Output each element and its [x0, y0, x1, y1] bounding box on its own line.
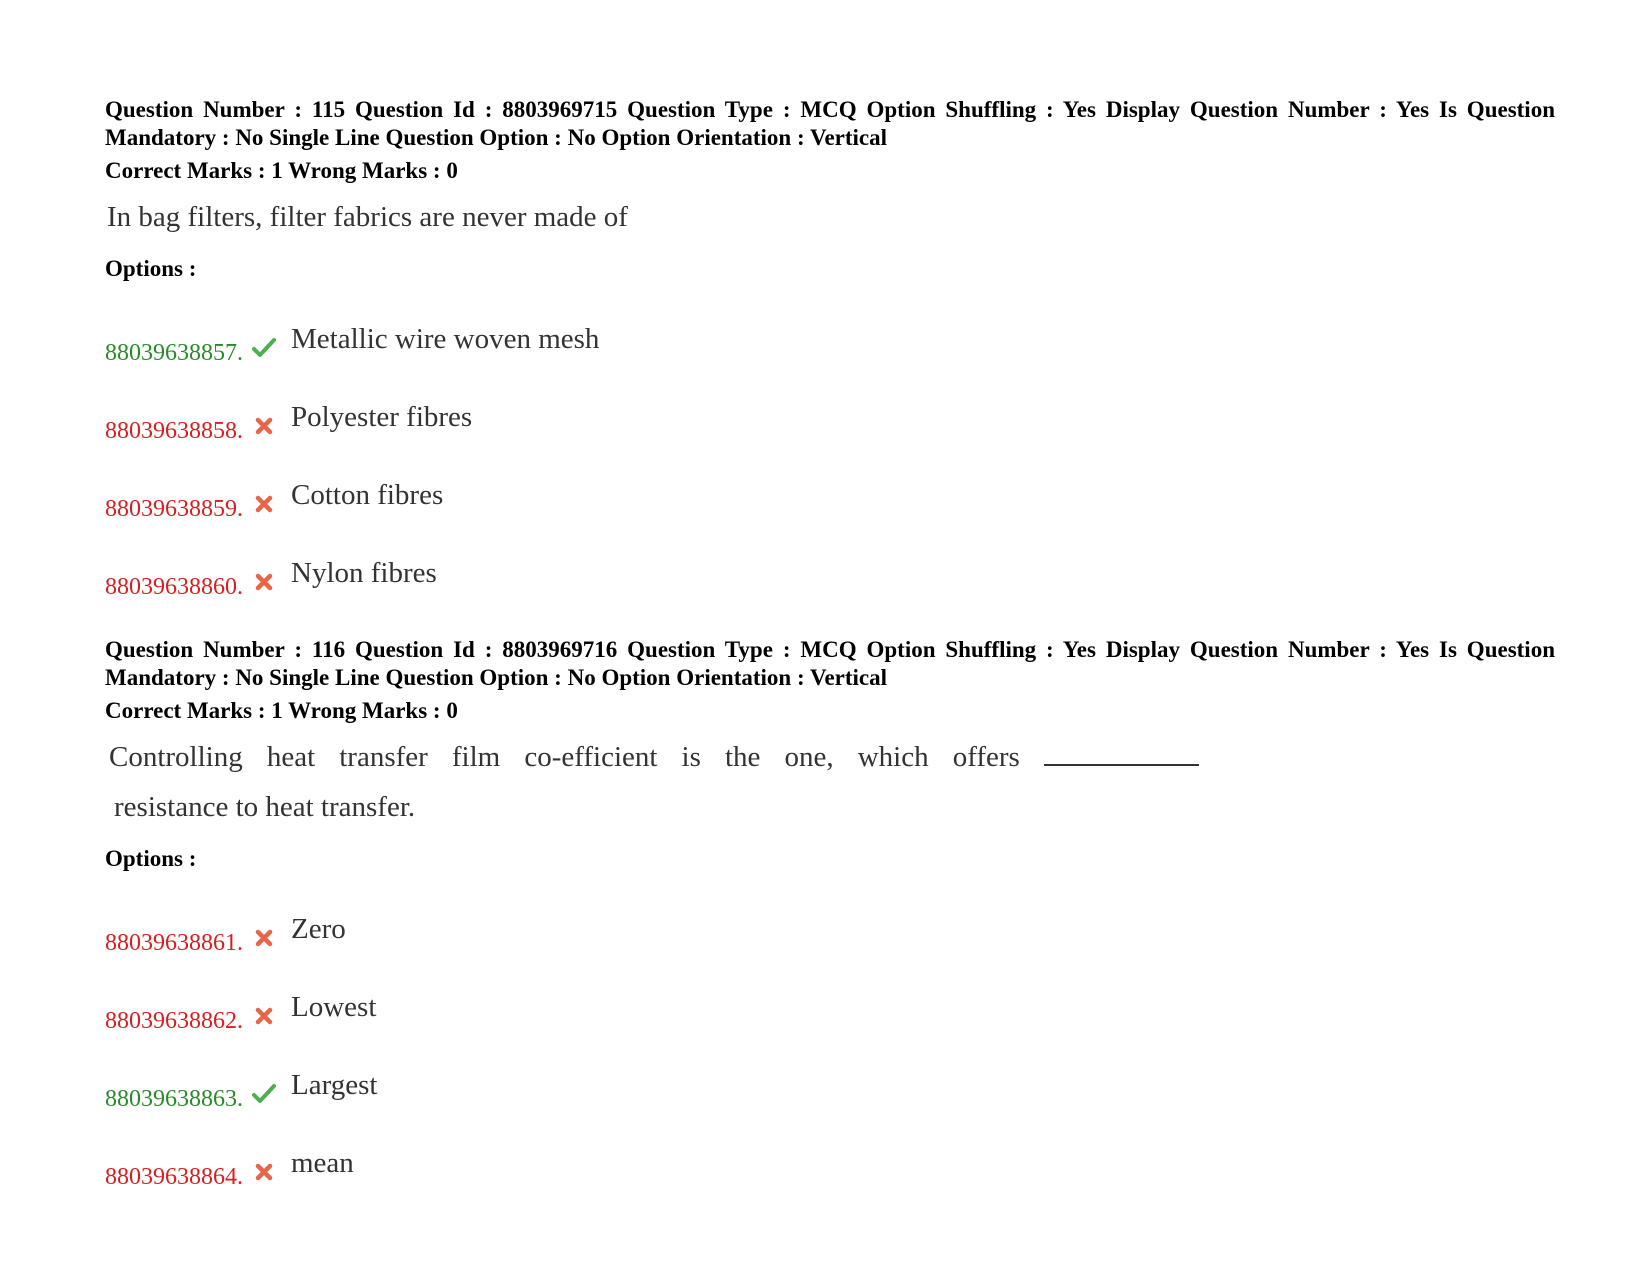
- option-id: 88039638859.: [105, 496, 243, 522]
- option-id: 88039638864.: [105, 1164, 243, 1190]
- stem-word: the: [724, 741, 761, 773]
- option-item: [105, 523, 1555, 601]
- option-item: [105, 289, 1555, 367]
- question-meta: [105, 636, 1555, 692]
- option-text: Lowest: [291, 991, 377, 1023]
- option-text: Zero: [291, 913, 346, 945]
- stem-word: co-efficient: [524, 741, 658, 773]
- question-block-116: [105, 636, 1555, 1191]
- question-meta-line2: Mandatory : No Single Line Question Option : No Option Orientation : Vertical: [105, 125, 888, 150]
- stem-word: one,: [784, 741, 834, 773]
- question-stem-continued: resistance to heat transfer.: [114, 791, 416, 823]
- option-text: Largest: [291, 1069, 378, 1101]
- cross-icon: [251, 1159, 277, 1185]
- fill-in-blank: [1044, 742, 1199, 766]
- stem-word: film: [451, 741, 501, 773]
- option-id: 88039638858.: [105, 418, 243, 444]
- cross-icon: [251, 569, 277, 595]
- question-block-115: [105, 96, 1555, 601]
- option-item: [105, 367, 1555, 445]
- option-item: [105, 445, 1555, 523]
- option-id: 88039638861.: [105, 930, 243, 956]
- question-meta-line1: Question Number : 116 Question Id : 8803969716 Question Type : MCQ Option Shuffling : Yes Display Question Number : Yes Is Question: [105, 637, 1555, 662]
- question-meta: [105, 96, 1555, 152]
- cross-icon: [251, 413, 277, 439]
- option-text: Nylon fibres: [291, 557, 437, 589]
- cross-icon: [251, 925, 277, 951]
- option-item: [105, 1035, 1555, 1113]
- stem-word: transfer: [339, 741, 428, 773]
- stem-word: is: [681, 741, 701, 773]
- option-item: [105, 957, 1555, 1035]
- stem-word: Controlling: [109, 741, 243, 773]
- question-stem: In bag filters, filter fabrics are never made of: [107, 201, 628, 233]
- options-label: Options :: [105, 256, 197, 281]
- options-label: Options :: [105, 846, 197, 871]
- option-text: mean: [291, 1147, 354, 1179]
- option-text: Metallic wire woven mesh: [291, 323, 600, 355]
- option-list: [105, 879, 1555, 1191]
- option-id: 88039638862.: [105, 1008, 243, 1034]
- question-marks: Correct Marks : 1 Wrong Marks : 0: [105, 698, 458, 723]
- check-icon: [251, 1081, 277, 1107]
- cross-icon: [251, 1003, 277, 1029]
- option-text: Cotton fibres: [291, 479, 444, 511]
- option-item: [105, 879, 1555, 957]
- option-list: [105, 289, 1555, 601]
- question-meta-line1: Question Number : 115 Question Id : 8803969715 Question Type : MCQ Option Shuffling : Yes Display Question Number : Yes Is Question: [105, 97, 1555, 122]
- cross-icon: [251, 491, 277, 517]
- stem-word: offers: [952, 741, 1020, 773]
- stem-word: which: [857, 741, 929, 773]
- question-stem: [105, 739, 1199, 775]
- option-id: 88039638857.: [105, 340, 243, 366]
- option-id: 88039638860.: [105, 574, 243, 600]
- question-meta-line2: Mandatory : No Single Line Question Option : No Option Orientation : Vertical: [105, 665, 888, 690]
- option-id: 88039638863.: [105, 1086, 243, 1112]
- stem-word: heat: [266, 741, 316, 773]
- option-item: [105, 1113, 1555, 1191]
- check-icon: [251, 335, 277, 361]
- question-marks: Correct Marks : 1 Wrong Marks : 0: [105, 158, 458, 183]
- option-text: Polyester fibres: [291, 401, 473, 433]
